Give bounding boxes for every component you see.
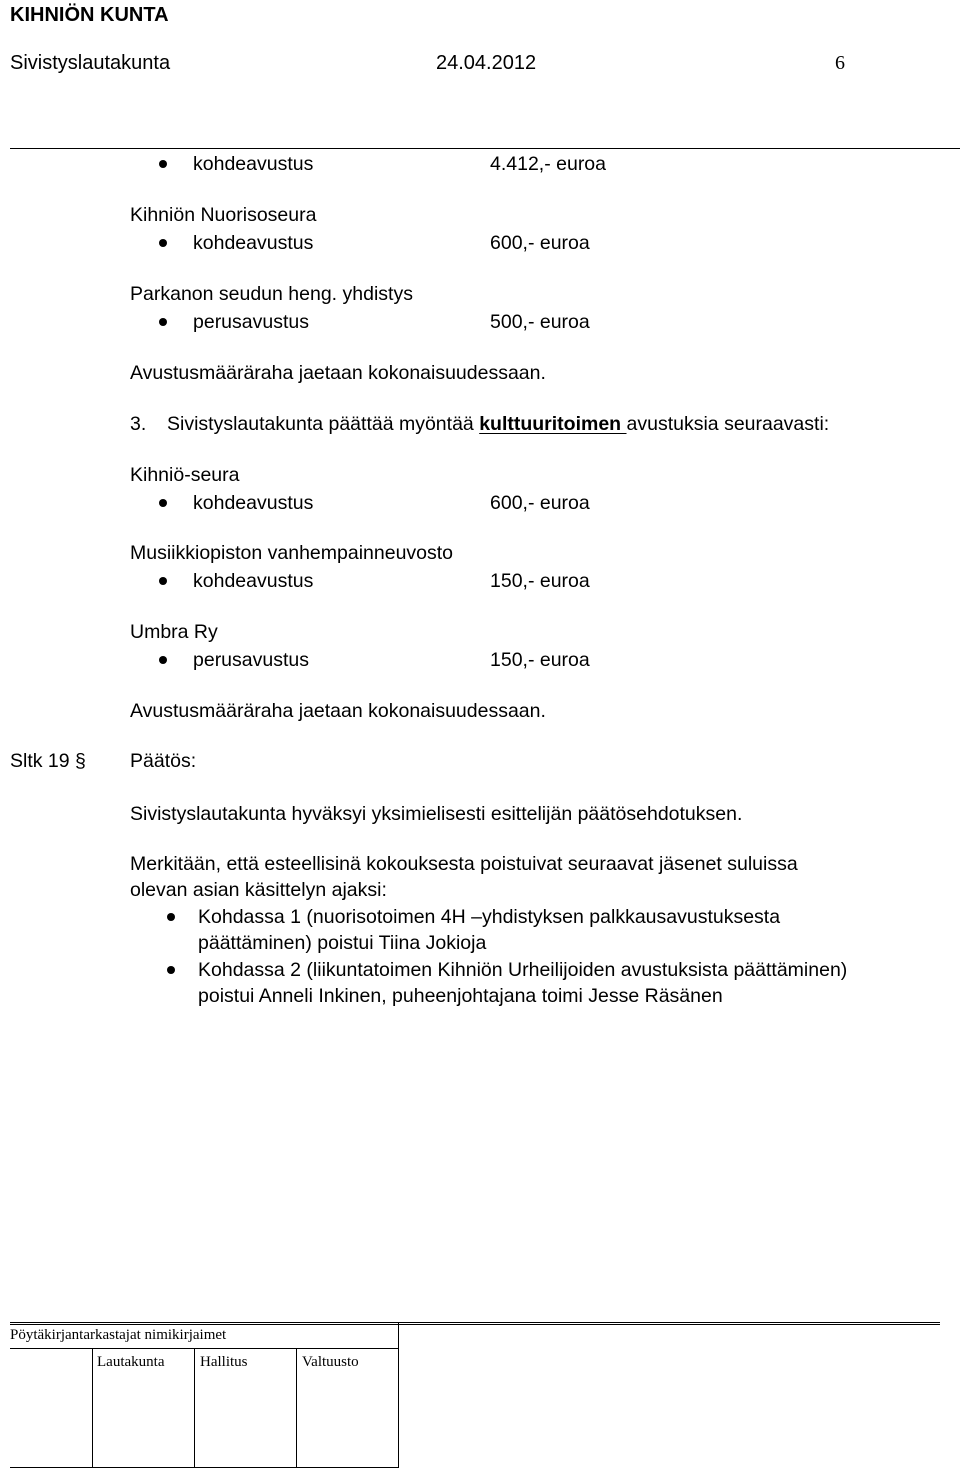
grant-org: Kihniön Nuorisoseura xyxy=(130,204,317,226)
grant-amount: 4.412,- euroa xyxy=(490,153,607,175)
note-bullet-line: Kohdassa 1 (nuorisotoimen 4H –yhdistyksen palkkausavustuksesta xyxy=(198,906,781,928)
grant-type: kohdeavustus xyxy=(193,570,314,592)
grant-amount: 150,- euroa xyxy=(490,649,590,671)
bullet-icon xyxy=(159,656,167,664)
note-line: olevan asian käsittelyn ajaksi: xyxy=(130,879,387,901)
grant-type: kohdeavustus xyxy=(193,232,314,254)
grant-type: kohdeavustus xyxy=(193,492,314,514)
note-bullet-line: päättäminen) poistui Tiina Jokioja xyxy=(198,932,487,954)
grant-type: kohdeavustus xyxy=(193,153,314,175)
item-number: 3. xyxy=(130,413,147,435)
grant-org: Umbra Ry xyxy=(130,621,218,643)
grant-amount: 600,- euroa xyxy=(490,492,590,514)
section-ref: Sltk 19 § xyxy=(10,750,86,772)
signature-col-label: Hallitus xyxy=(200,1354,248,1370)
grant-type: perusavustus xyxy=(193,649,309,671)
item-text-underlined: kulttuuritoimen xyxy=(479,413,627,435)
bullet-icon xyxy=(167,966,175,974)
grant-org: Kihniö-seura xyxy=(130,464,240,486)
note-bullet-line: Kohdassa 2 (liikuntatoimen Kihniön Urheilijoiden avustuksista päättäminen) xyxy=(198,959,848,981)
bullet-icon xyxy=(159,239,167,247)
allocation-note: Avustusmääräraha jaetaan kokonaisuudessaan. xyxy=(130,362,546,384)
decision-label: Päätös: xyxy=(130,750,197,772)
grant-type: perusavustus xyxy=(193,311,309,333)
decision-text: Sivistyslautakunta hyväksyi yksimielisesti esittelijän päätösehdotuksen. xyxy=(130,803,743,825)
page-number: 6 xyxy=(835,52,845,74)
board-name: Sivistyslautakunta xyxy=(10,52,171,74)
grant-amount: 500,- euroa xyxy=(490,311,590,333)
bullet-icon xyxy=(159,499,167,507)
note-bullet-line: poistui Anneli Inkinen, puheenjohtajana toimi Jesse Räsänen xyxy=(198,985,723,1007)
bullet-icon xyxy=(159,160,167,168)
grant-amount: 600,- euroa xyxy=(490,232,590,254)
signatures-label: Pöytäkirjantarkastajat nimikirjaimet xyxy=(10,1327,227,1343)
note-line: Merkitään, että esteellisinä kokouksesta poistuivat seuraavat jäsenet suluissa xyxy=(130,853,798,875)
header-rule xyxy=(10,148,960,149)
item-text-before: Sivistyslautakunta päättää myöntää xyxy=(167,413,480,435)
meeting-date: 24.04.2012 xyxy=(436,52,537,74)
grant-org: Musiikkiopiston vanhempainneuvosto xyxy=(130,542,454,564)
grant-amount: 150,- euroa xyxy=(490,570,590,592)
bullet-icon xyxy=(159,577,167,585)
item-text-after: avustuksia seuraavasti: xyxy=(626,413,830,435)
item-text xyxy=(167,415,829,435)
bullet-icon xyxy=(167,913,175,921)
signature-col-label: Valtuusto xyxy=(302,1354,359,1370)
org-title: KIHNIÖN KUNTA xyxy=(10,4,169,26)
allocation-note: Avustusmääräraha jaetaan kokonaisuudessaan. xyxy=(130,700,546,722)
bullet-icon xyxy=(159,318,167,326)
signature-col-label: Lautakunta xyxy=(97,1354,165,1370)
grant-org: Parkanon seudun heng. yhdistys xyxy=(130,283,413,305)
